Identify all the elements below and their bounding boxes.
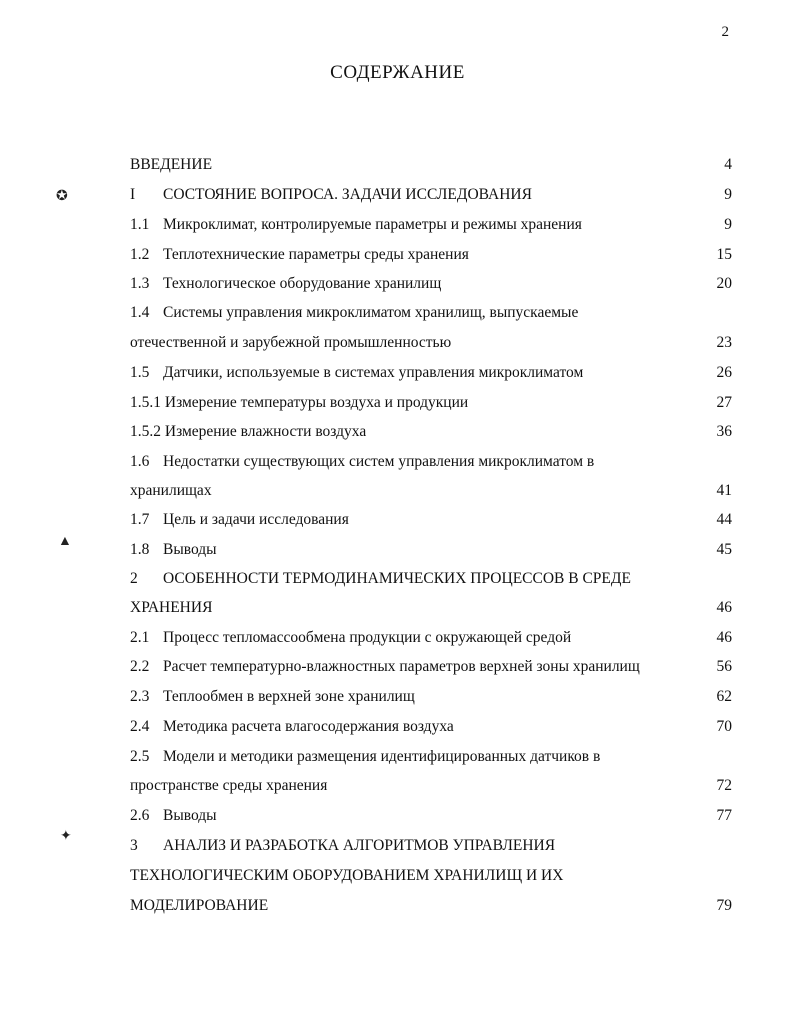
page-number: 2	[721, 24, 729, 40]
toc-section-title: Недостатки существующих систем управления микроклиматом в	[163, 453, 595, 470]
toc-page-number: 27	[716, 394, 732, 411]
toc-page-number: 20	[716, 275, 732, 292]
toc-page-number: 45	[716, 541, 732, 558]
toc-section-title: Модели и методики размещения идентифицированных датчиков в	[163, 748, 601, 765]
toc-section-number: 1.2	[130, 246, 150, 263]
toc-section-title: отечественной и зарубежной промышленностью	[130, 334, 452, 351]
toc-section-title: Выводы	[163, 807, 217, 824]
toc-entry	[0, 623, 795, 652]
toc-section-title: Процесс тепломассообмена продукции с окружающей средой	[163, 629, 572, 646]
toc-page-number: 79	[716, 897, 732, 914]
toc-page-number: 15	[716, 246, 732, 263]
toc-entry	[0, 210, 795, 239]
toc-section-number: 1.3	[130, 275, 150, 292]
toc-entry	[0, 801, 795, 830]
page-title: СОДЕРЖАНИЕ	[330, 62, 465, 83]
toc-section-number: 1.5	[130, 364, 150, 381]
toc-page-number: 62	[716, 688, 732, 705]
toc-section-title: Системы управления микроклиматом хранилищ, выпускаемые	[163, 304, 579, 321]
toc-page-number: 41	[716, 482, 732, 499]
toc-page-number: 70	[716, 718, 732, 735]
toc-section-number: 2.1	[130, 629, 150, 646]
toc-section-title: хранилищах	[130, 482, 212, 499]
toc-section-number: I	[130, 186, 136, 203]
toc-page-number: 4	[724, 156, 732, 173]
toc-entry	[0, 712, 795, 741]
toc-section-number: 3	[130, 837, 138, 854]
toc-section-title: Теплообмен в верхней зоне хранилищ	[163, 688, 415, 705]
toc-section-title: МОДЕЛИРОВАНИЕ	[130, 897, 269, 914]
toc-section-title: Теплотехнические параметры среды хранения	[163, 246, 469, 263]
toc-section-number: 1.8	[130, 541, 150, 558]
toc-section-title: Выводы	[163, 541, 217, 558]
toc-page-number: 36	[716, 423, 732, 440]
toc-section-number: 2.2	[130, 658, 150, 675]
toc-entry	[0, 831, 795, 860]
toc-entry	[0, 564, 795, 593]
toc-section-title: Технологическое оборудование хранилищ	[163, 275, 442, 292]
toc-page-number: 77	[716, 807, 732, 824]
toc-entry	[0, 593, 795, 622]
toc-entry	[0, 150, 795, 179]
toc-entry	[0, 771, 795, 800]
toc-entry	[0, 476, 795, 505]
toc-entry	[0, 447, 795, 476]
toc-entry	[0, 298, 795, 327]
toc-entry	[0, 652, 795, 681]
toc-entry	[0, 240, 795, 269]
toc-section-number: 2.5	[130, 748, 150, 765]
toc-entry	[0, 328, 795, 357]
toc-section-title: ВВЕДЕНИЕ	[130, 156, 213, 173]
toc-section-title: ТЕХНОЛОГИЧЕСКИМ ОБОРУДОВАНИЕМ ХРАНИЛИЩ И ИХ	[130, 867, 564, 884]
toc-page-number: 44	[716, 511, 732, 528]
toc-section-title: ОСОБЕННОСТИ ТЕРМОДИНАМИЧЕСКИХ ПРОЦЕССОВ В СРЕДЕ	[163, 570, 631, 587]
toc-section-number: 2	[130, 570, 138, 587]
toc-section-title: Цель и задачи исследования	[163, 511, 349, 528]
toc-page-number: 46	[716, 599, 732, 616]
toc-entry	[0, 682, 795, 711]
toc-section-title: 1.5.2 Измерение влажности воздуха	[130, 423, 367, 440]
toc-entry	[0, 742, 795, 771]
toc-section-number: 2.4	[130, 718, 150, 735]
toc-page-number: 23	[716, 334, 732, 351]
toc-page-number: 46	[716, 629, 732, 646]
toc-section-title: Методика расчета влагосодержания воздуха	[163, 718, 454, 735]
toc-section-title: СОСТОЯНИЕ ВОПРОСА. ЗАДАЧИ ИССЛЕДОВАНИЯ	[163, 186, 532, 203]
toc-page-number: 72	[716, 777, 732, 794]
toc-page-number: 56	[716, 658, 732, 675]
toc-entry	[0, 861, 795, 890]
toc-section-title: пространстве среды хранения	[130, 777, 328, 794]
toc-section-number: 1.6	[130, 453, 150, 470]
toc-entry	[0, 269, 795, 298]
toc-entry	[0, 891, 795, 920]
toc-entry	[0, 358, 795, 387]
margin-mark-icon: ✪	[56, 189, 68, 204]
toc-section-title: Расчет температурно-влажностных параметров верхней зоны хранилищ	[163, 658, 640, 675]
margin-mark-icon: ✦	[60, 829, 72, 844]
toc-page-number: 9	[724, 216, 732, 233]
toc-section-number: 2.3	[130, 688, 150, 705]
toc-section-title: Датчики, используемые в системах управления микроклиматом	[163, 364, 584, 381]
toc-section-number: 1.1	[130, 216, 150, 233]
toc-section-number: 1.4	[130, 304, 150, 321]
toc-entry	[0, 417, 795, 446]
toc-section-number: 1.7	[130, 511, 150, 528]
toc-entry	[0, 388, 795, 417]
toc-page-number: 26	[716, 364, 732, 381]
toc-section-title: 1.5.1 Измерение температуры воздуха и продукции	[130, 394, 469, 411]
toc-entry	[0, 535, 795, 564]
toc-section-title: ХРАНЕНИЯ	[130, 599, 213, 616]
toc-section-number: 2.6	[130, 807, 150, 824]
toc-section-title: АНАЛИЗ И РАЗРАБОТКА АЛГОРИТМОВ УПРАВЛЕНИЯ	[163, 837, 556, 854]
toc-entry	[0, 180, 795, 209]
toc-page-number: 9	[724, 186, 732, 203]
toc-section-title: Микроклимат, контролируемые параметры и режимы хранения	[163, 216, 582, 233]
margin-mark-icon: ▲	[58, 534, 72, 549]
toc-entry	[0, 505, 795, 534]
